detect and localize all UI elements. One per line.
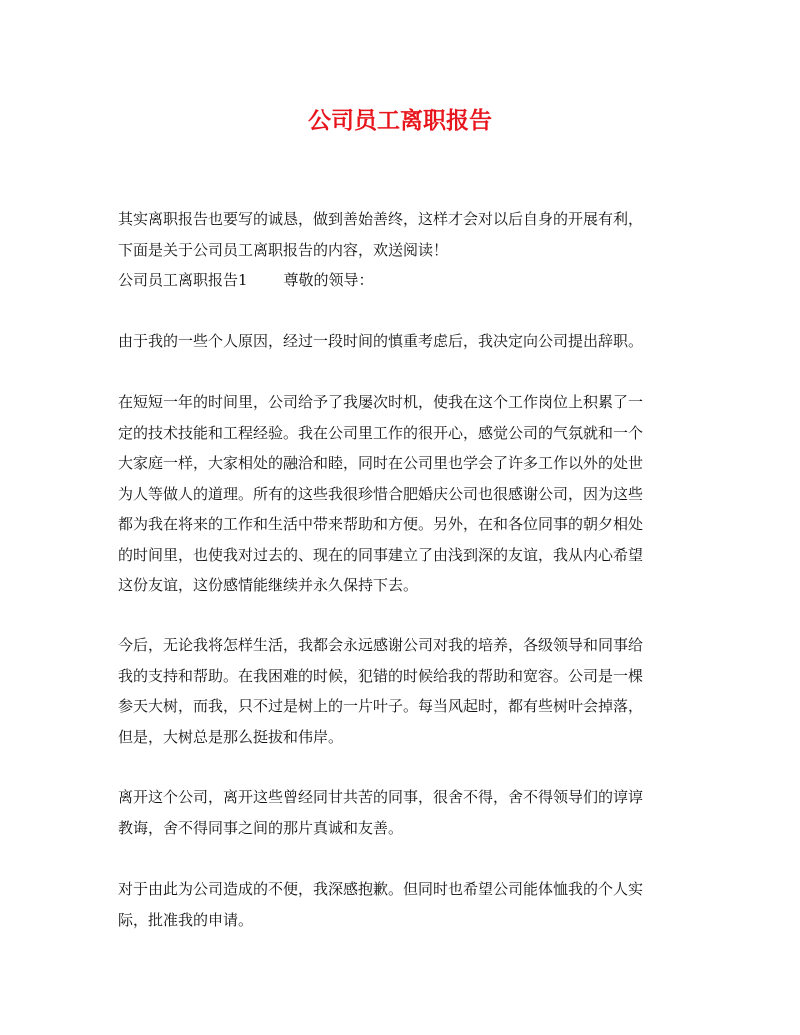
paragraph-line: 今后，无论我将怎样生活，我都会永远感谢公司对我的培养，各级领导和同事给 [118,636,644,654]
paragraph-4 [118,782,686,843]
report-heading: 公司员工离职报告1 [118,271,248,289]
intro-block [118,204,686,296]
paragraph-line: 教诲，舍不得同事之间的那片真诚和友善。 [118,818,404,837]
salutation: 尊敬的领导： [283,271,374,289]
paragraph-line: 离开这个公司，离开这些曾经同甘共苦的同事，很舍不得，舍不得领导们的谆谆 [118,788,644,806]
document-title: 公司员工离职报告 [308,107,492,134]
paragraph-3 [118,630,686,752]
paragraph-line: 定的技术技能和工程经验。我在公司里工作的很开心，感觉公司的气氛就和一个 [118,423,644,442]
paragraph-line: 大家庭一样，大家相处的融洽和睦，同时在公司里也学会了许多工作以外的处世 [118,454,644,472]
paragraph-line: 由于我的一些个人原因，经过一段时间的慎重考虑后，我决定向公司提出辞职。 [118,332,644,350]
paragraph-5 [118,874,686,935]
salutation-line [118,265,686,296]
paragraph-line: 对于由此为公司造成的不便，我深感抱歉。但同时也希望公司能体恤我的个人实 [118,880,644,898]
paragraph-line: 这份友谊，这份感情能继续并永久保持下去。 [118,576,419,594]
paragraph-2 [118,387,686,601]
paragraph-line: 的时间里，也使我对过去的、现在的同事建立了由浅到深的友谊，我从内心希望 [118,545,644,564]
paragraph-line: 参天大树，而我，只不过是树上的一片叶子。每当风起时，都有些树叶会掉落， [118,697,644,715]
paragraph-line: 在短短一年的时间里，公司给予了我屡次时机，使我在这个工作岗位上积累了一 [118,393,644,411]
paragraph-line: 但是，大树总是那么挺拔和伟岸。 [118,727,344,746]
paragraph-1 [118,326,686,357]
paragraph-line: 都为我在将来的工作和生活中带来帮助和方便。另外，在和各位同事的朝夕相处 [118,515,644,533]
paragraph-line: 我的支持和帮助。在我困难的时候，犯错的时候给我的帮助和宽容。公司是一棵 [118,666,644,685]
intro-line: 其实离职报告也要写的诚恳，做到善始善终，这样才会对以后自身的开展有利， [118,210,644,228]
intro-line: 下面是关于公司员工离职报告的内容，欢送阅读！ [118,240,449,259]
paragraph-line: 际，批准我的申请。 [118,910,254,929]
paragraph-line: 为人等做人的道理。所有的这些我很珍惜合肥婚庆公司也很感谢公司，因为这些 [118,484,644,503]
